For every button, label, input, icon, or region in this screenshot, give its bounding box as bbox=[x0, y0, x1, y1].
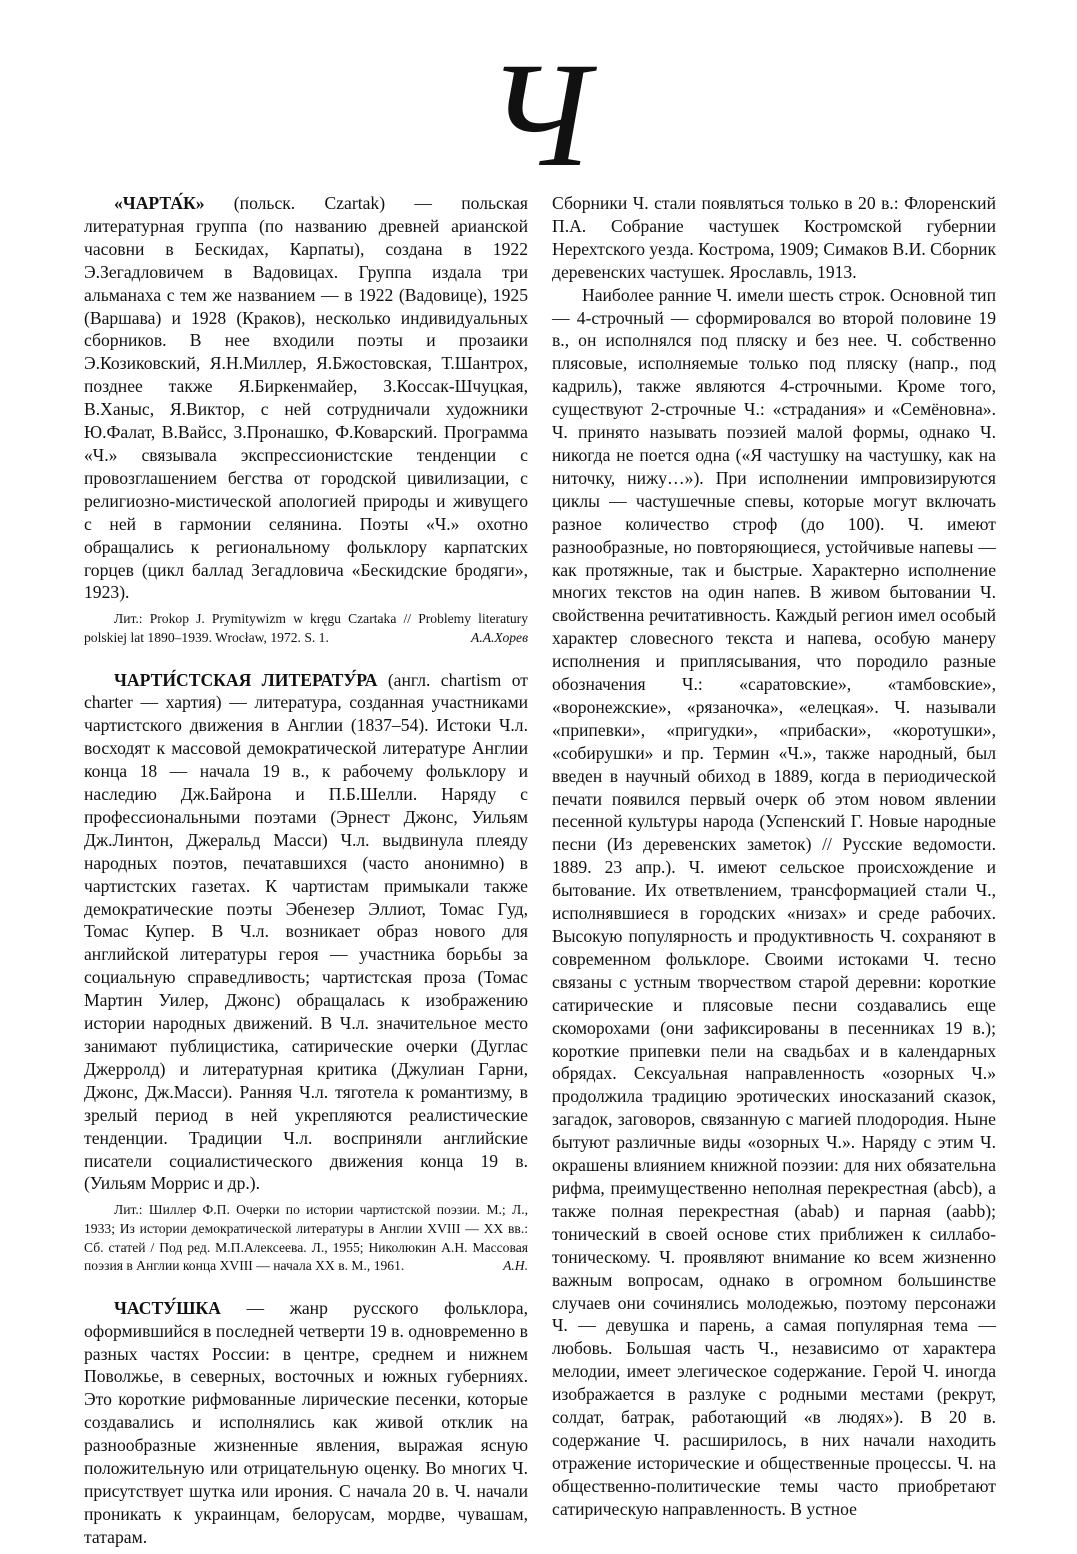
paragraph: Наиболее ранние Ч. имели шесть строк. Основной тип — 4-строчный — сформировался во второй половине 19 в., он исполнялся под пляску и без нее. Ч. собственно плясовые, исполняемые только под пляску (напр., под кадриль), также являются 4-строчными. Кроме того, существуют 2-строчные Ч.: «страдания» и «Семёновна». Ч. принято называть поэзией малой формы, однако Ч. никогда не поется одна («Я частушку на частушку, как на ниточку, нижу…»). При исполнении импровизируются циклы — частушечные спевы, которые могут включать разное количество строф (до 100). Ч. имеют разнообразные, но повторяющиеся, устойчивые напевы — как протяжные, так и быстрые. Характерно исполнение многих текстов на один напев. В живом бытовании Ч. свойственна речитативность. Каждый регион имел особый характер словесного текста и напева, особую манеру исполнения и приплясывания, что породило разные обозначения Ч.: «саратовские», «тамбовские», «воронежские», «рязаночка», «елецкая». Ч. называли «припевки», «пригудки», «прибаски», «коротушки», «собирушки» и пр. Термин «Ч.», также народный, был введен в научный обиход в 1889, когда в периодической печати появился первый очерк об этом новом явлении песенной культуры народа (Успенский Г. Новые народные песни (Из деревенских заметок) // Русские ведомости. 1889. 23 апр.). Ч. имеют сельское происхождение и бытование. Их ответвлением, трансформацией стали Ч., исполнявшиеся в городских «низах» и среде рабочих. Высокую популярность и продуктивность Ч. сохраняют в современном фольклоре. Своими истоками Ч. тесно связаны с устным творчеством старой деревни: короткие сатирические и плясовые песни создавались еще скоморохами (они зафиксированы в песенниках 19 в.); короткие припевки пели на свадьбах и в календарных обрядах. Сексуальная направленность «озорных Ч.» продолжила традицию эротических иносказаний сказок, загадок, заговоров, связанную с магией плодородия. Ныне бытуют различные виды «озорных Ч.». Наряду с этим Ч. окрашены влиянием книжной поэзии: для них обязательна рифма, преимущественно неполная перекрестная (abcb), а также полная перекрестная (abab) и парная (aabb); тонический в своей основе стих приближен к силлабо-тоническому. Ч. проявляют внимание ко всем жизненно важным вопросам, однако в огромном большинстве случаев они сочинялись молодежью, поэтому персонажи Ч. — девушка и парень, а самая популярная тема — любовь. Большая часть Ч., независимо от характера мелодии, имеет элегическое содержание. Герой Ч. иногда изображается в разлуке с родными местами (рекрут, солдат, батрак, работающий «в людях»). В 20 в. содержание Ч. расширилось, в них начали находить отражение исторические и общественные процессы. Ч. на общественно-политические темы часто приобретают сатирическую направленность. В устное bbox=[552, 284, 996, 1519]
article-chartist-literature bbox=[84, 669, 528, 1276]
right-column bbox=[552, 192, 996, 1521]
literature-note bbox=[84, 610, 528, 647]
left-column bbox=[84, 192, 528, 1549]
literature-text: Лит.: Prokop J. Prymitywizm w kręgu Czartaka // Problemy literatury polskiej lat 1890–1939. Wrocław, 1972. S. 1. bbox=[84, 611, 528, 645]
paragraph: Сборники Ч. стали появляться только в 20 в.: Флоренский П.А. Собрание частушек Костромской губернии Нерехтского уезда. Кострома, 1909; Симаков В.И. Сборник деревенских частушек. Ярославль, 1913. bbox=[552, 193, 996, 282]
article-text: — жанр русского фольклора, оформившийся в последней четверти 19 в. одновременно в разных частях России: в центре, среднем и нижнем Поволжье, в северных, восточных и южных губерниях. Это короткие рифмованные лирические песенки, которые создавались и исполнялись как живой отклик на разнообразные жизненные явления, выражая ясную положительную или отрицательную оценку. Во многих Ч. присутствует шутка или ирония. С начала 20 в. Ч. начали проникать к украинцам, белорусам, мордве, чувашам, татарам. bbox=[84, 1297, 528, 1547]
article-chastushka bbox=[84, 1297, 528, 1549]
article-author: А.Н. bbox=[503, 1258, 528, 1274]
article-term: «ЧАРТА́К» bbox=[114, 193, 205, 213]
article-body bbox=[84, 1297, 528, 1549]
section-letter: Ч bbox=[486, 32, 591, 198]
literature-note bbox=[84, 1201, 528, 1275]
article-author: А.А.Хорев bbox=[471, 629, 528, 645]
article-text: (польск. Czartak) — польская литературная группа (по названию древней арианской часовни в Бескидах, Карпаты), создана в 1922 Э.Зегадловичем в Вадовицах. Группа издала три альманаха с тем же названием — в 1922 (Вадовице), 1925 (Варшава) и 1928 (Краков), несколько индивидуальных сборников. В нее входили поэты и прозаики Э.Козиковский, Я.Н.Миллер, Я.Бжостовская, Т.Шантрох, позднее также Я.Биркенмайер, З.Коссак-Шчуцкая, В.Ханыс, Я.Виктор, с ней сотрудничали художники Ю.Фалат, В.Вайсс, З.Пронашко, Ф.Коварский. Программа «Ч.» связывала экспрессионистские тенденции с провозглашением бегства от городской цивилизации, с религиозно-мистической апологией природы и живущего с ней в гармонии селянина. Поэты «Ч.» охотно обращались к региональному фольклору карпатских горцев (цикл баллад Зегадловича «Бескидские бродяги», 1923). bbox=[84, 193, 528, 603]
article-body bbox=[84, 192, 528, 604]
article-term: ЧАСТУ́ШКА bbox=[114, 1297, 221, 1318]
article-text: (англ. chartism от charter — хартия) — литература, созданная участниками чартистского движения в Англии (1837–54). Истоки Ч.л. восходят к массовой демократической литературе Англии конца 18 — начала 19 в., к рабочему фольклору и наследию Дж.Байрона и П.Б.Шелли. Наряду с профессиональными поэтами (Эрнест Джонс, Уильям Дж.Линтон, Джеральд Масси) Ч.л. выдвинула плеяду народных поэтов, печатавшихся (часто анонимно) в чартистских газетах. К чартистам примыкали также демократические поэты Эбенезер Эллиот, Томас Гуд, Томас Купер. В Ч.л. возникает образ нового для английской литературы героя — участника борьбы за социальную справедливость; чартистская проза (Томас Мартин Уилер, Джонс) обращалась к изображению истории народных движений. В Ч.л. значительное место занимают публицистика, сатирические очерки (Дуглас Джерролд) и литературная критика (Джулиан Гарни, Джонс, Дж.Масси). Ранняя Ч.л. тяготела к романтизму, в зрелый период в ней укрепляются реалистические тенденции. Традиции Ч.л. восприняли английские писатели социалистического движения конца 19 в. (Уильям Моррис и др.). bbox=[84, 669, 528, 1194]
article-czartak bbox=[84, 192, 528, 648]
literature-text: Лит.: Шиллер Ф.П. Очерки по истории чартистской поэзии. М.; Л., 1933; Из истории демократической литературы в Англии XVIII — XX вв.: Сб. статей / Под ред. М.П.Алексеева. Л., 1955; Николюкин А.Н. Массовая поэзия в Англии конца XVIII — начала XX в. М., 1961. bbox=[84, 1202, 528, 1274]
article-body bbox=[84, 669, 528, 1196]
article-term: ЧАРТИ́СТСКАЯ ЛИТЕРАТУ́РА bbox=[114, 669, 378, 690]
